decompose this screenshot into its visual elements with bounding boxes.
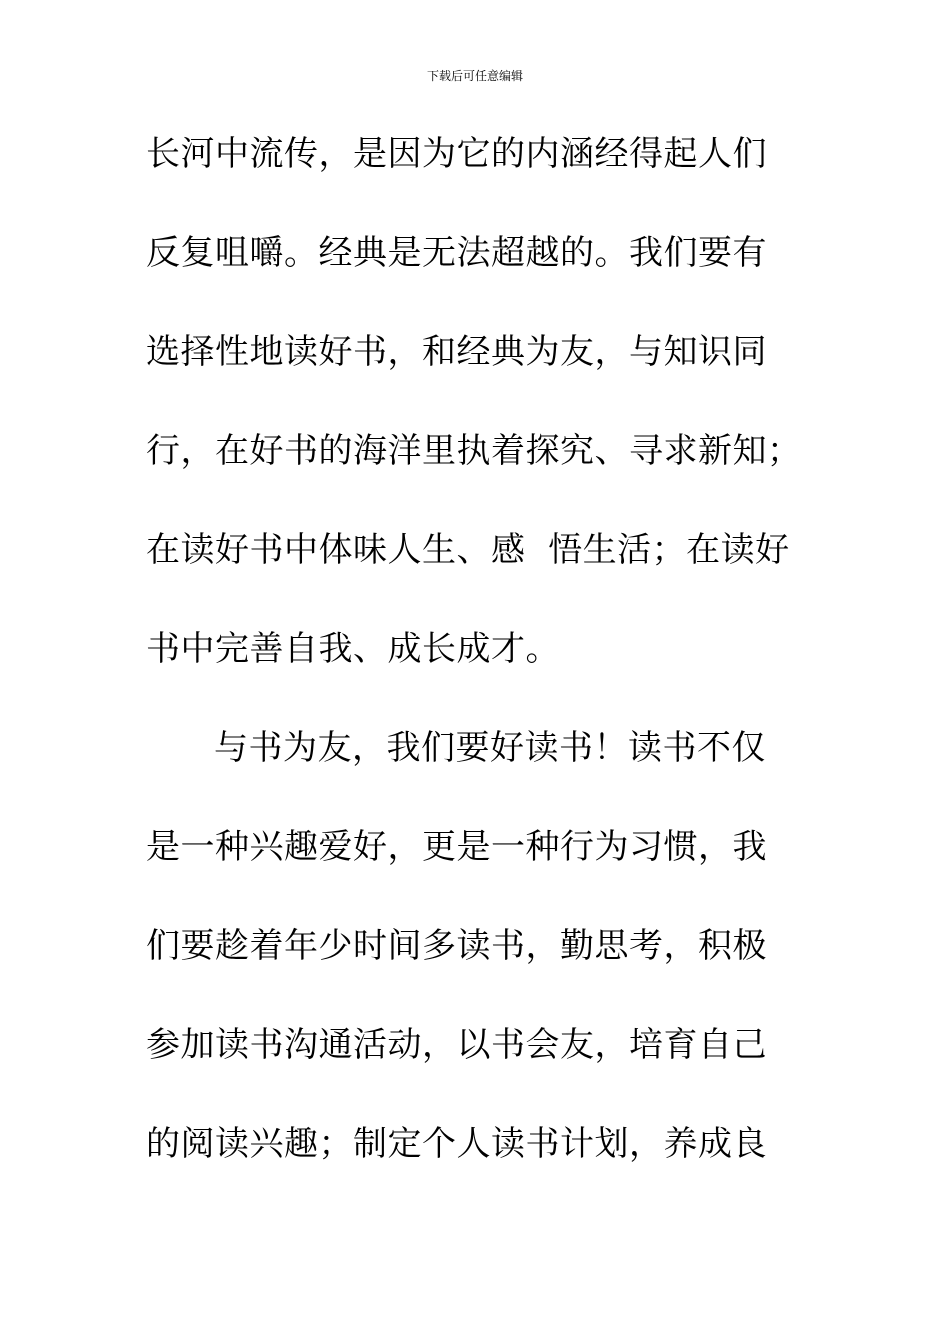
text-line: 长河中流传，是因为它的内涵经得起人们 bbox=[146, 134, 767, 174]
text-line: 选择性地读好书，和经典为友，与知识同 bbox=[146, 332, 767, 372]
page-header: 下载后可任意编辑 bbox=[426, 69, 523, 83]
text-line: 在读好书中体味人生、感 悟生活；在读好 bbox=[146, 530, 790, 570]
text-line: 们要趁着年少时间多读书，勤思考，积极 bbox=[146, 926, 767, 966]
text-line: 是一种兴趣爱好，更是一种行为习惯，我 bbox=[146, 827, 767, 867]
text-line: 反复咀嚼。经典是无法超越的。我们要有 bbox=[146, 233, 767, 273]
text-line: 行，在好书的海洋里执着探究、寻求新知； bbox=[146, 431, 802, 471]
text-line: 的阅读兴趣；制定个人读书计划，养成良 bbox=[146, 1124, 767, 1164]
document-body bbox=[146, 124, 846, 1213]
text-line: 与书为友，我们要好读书！读书不仅 bbox=[214, 728, 766, 768]
paragraph-2 bbox=[146, 718, 846, 1213]
text-line: 书中完善自我、成长成才。 bbox=[146, 629, 560, 669]
paragraph-1 bbox=[146, 124, 846, 718]
text-line: 参加读书沟通活动，以书会友，培育自己 bbox=[146, 1025, 767, 1065]
